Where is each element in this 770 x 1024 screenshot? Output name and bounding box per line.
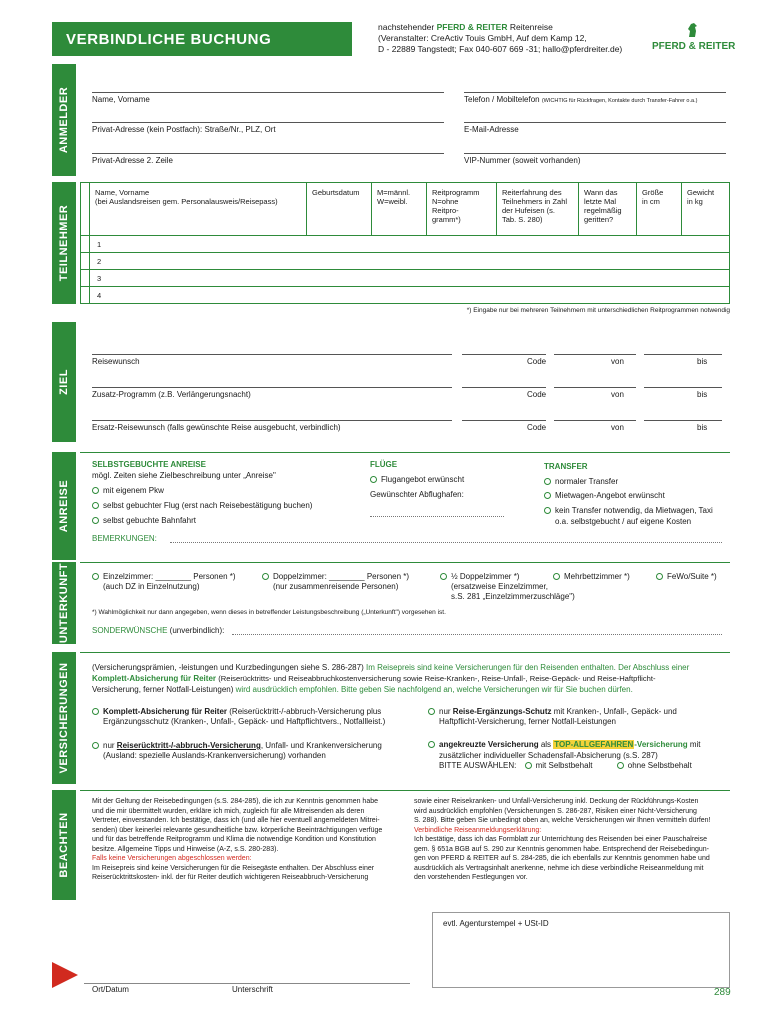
flights-title: FLÜGE [370, 460, 398, 469]
radio-icon[interactable] [544, 507, 551, 514]
extra-program-label: Zusatz-Programm (z.B. Verlängerungsnacht) [92, 390, 251, 399]
code-label: Code [527, 357, 547, 366]
option-flight-offer[interactable]: Flugangebot erwünscht [370, 475, 464, 485]
accommodation-note: *) Wahlmöglichkeit nur dann angegeben, wenn dieses in betreffender Leistungsbeschreibung („Unterkunft") vorgesehen ist. [92, 609, 446, 616]
col-name: Name, Vorname (bei Auslandsreisen gem. Personalausweis/Reisepass) [95, 188, 278, 206]
radio-icon[interactable] [428, 741, 435, 748]
departure-airport-label: Gewünschter Abflughafen: [370, 490, 464, 499]
page-title: VERBINDLICHE BUCHUNG [66, 31, 272, 48]
option-train[interactable]: selbst gebuchte Bahnfahrt [92, 516, 196, 526]
code-label: Code [527, 390, 547, 399]
option-car[interactable]: mit eigenem Pkw [92, 486, 164, 496]
self-booked-sub: mögl. Zeiten siehe Zielbeschreibung unter „Anreise" [92, 471, 276, 480]
option-multi-bed[interactable]: Mehrbettzimmer *) [553, 572, 630, 582]
from-label: von [611, 390, 624, 399]
option-transfer-normal[interactable]: normaler Transfer [544, 477, 618, 487]
special-wishes-input[interactable] [232, 634, 722, 635]
name-label: Name, Vorname [92, 95, 150, 104]
remarks-input[interactable] [170, 542, 722, 543]
travel-wish-label: Reisewunsch [92, 357, 140, 366]
table-row[interactable]: 2 [97, 257, 102, 266]
arrow-marker-icon [52, 962, 80, 988]
radio-icon[interactable] [92, 502, 99, 509]
from-label: von [611, 423, 624, 432]
agency-stamp-box[interactable] [432, 912, 730, 988]
section-unterkunft: UNTERKUNFT [52, 562, 76, 644]
notes-right: sowie einer Reisekranken- und Unfall-Versicherung inkl. Deckung der Rückführungs-Kosten wird ausdrücklich empfohlen (Versicherungen S. 286-287, Risiken einer Nicht-Versicherung S. 288). Bitte geben Sie unbedingt oben an, welche Versicherungen wir Ihnen vermitteln dürfen! Verbindliche Reiseanmeldungserklärung: Ich bestätige, dass ich das Formblatt zur Unterrichtung des Reisenden bei einer Pauschalreise gem. § 651a BGB auf S. 290 zur Kenntnis genommen habe. Entsprechend der Reisebedingun- gen von PFERD & REITER auf S. 284-285, die ich ebenfalls zur Kenntnis genommen habe und ausdrücklich als Vertragsinhalt anerkenne, nehme ich diese verbindliche Reiseanmeldung mit den vorstehenden Festlegungen vor. [414, 798, 711, 881]
to-label: bis [697, 423, 708, 432]
departure-airport-input[interactable] [370, 516, 504, 517]
radio-icon[interactable] [544, 478, 551, 485]
option-no-transfer[interactable]: kein Transfer notwendig, da Mietwagen, Taxi [544, 506, 713, 516]
option-double-room[interactable]: Doppelzimmer: ________ Personen *) [262, 572, 409, 582]
anmelder-box [80, 64, 730, 176]
radio-icon[interactable] [370, 476, 377, 483]
radio-icon[interactable] [617, 762, 624, 769]
radio-icon[interactable] [262, 573, 269, 580]
radio-icon[interactable] [92, 742, 99, 749]
table-row[interactable]: 1 [97, 240, 102, 249]
radio-icon[interactable] [92, 708, 99, 715]
col-size: Größe in cm [642, 188, 664, 206]
insurance-intro: (Versicherungsprämien, -leistungen und Kurzbedingungen siehe S. 286-287) Im Reisepreis sind keine Versicherungen für den Reisenden enthalten. Der Abschluss einer Komplett-Absicherung für Reiter (Reiserücktritts- und Reiseabbruchkostenversicherung sowie Reise-Kranken-, Reise-Unfall-, Reise-Gepäck- und Reise-Haftpflicht- Versicherung, ferner Notfall-Leistungen) wird ausdrücklich empfohlen. Bitte geben Sie nachfolgend an, welche Versicherungen wir für Sie buchen dürfen. [92, 663, 690, 694]
radio-icon[interactable] [92, 573, 99, 580]
agency-stamp-label: evtl. Agenturstempel + USt-ID [443, 919, 549, 928]
radio-icon[interactable] [553, 573, 560, 580]
option-complete-insurance[interactable]: Komplett-Absicherung für Reiter (Reiserücktritt-/-abbruch-Versicherung plus [92, 707, 381, 717]
half-double-sub1: (ersatzweise Einzelzimmer, [451, 582, 548, 591]
option-half-double[interactable]: ½ Doppelzimmer *) [440, 572, 519, 582]
section-versicherungen: VERSICHERUNGEN [52, 652, 76, 784]
option-supplement-insurance[interactable]: nur Reise-Ergänzungs-Schutz mit Kranken-, Unfall-, Gepäck- und [428, 707, 677, 717]
no-transfer-sub: o.a. selbstgebucht / auf eigene Kosten [555, 517, 692, 526]
col-sex: M=männl. W=weibl. [377, 188, 411, 206]
alt-wish-label: Ersatz-Reisewunsch (falls gewünschte Reise ausgebucht, verbindlich) [92, 423, 341, 432]
top-allgefahren-sub: zusätzlicher individueller Schadensfall-Absicherung (s.S. 287) [439, 751, 658, 760]
section-ziel: ZIEL [52, 322, 76, 442]
to-label: bis [697, 390, 708, 399]
double-room-sub: (nur zusammenreisende Personen) [273, 582, 399, 591]
to-label: bis [697, 357, 708, 366]
page-number: 289 [714, 987, 731, 998]
option-cancellation-insurance[interactable]: nur Reiserücktritt-/-abbruch-Versicherung, Unfall- und Krankenversicherung [92, 741, 382, 751]
logo [652, 22, 734, 54]
section-anreise: ANREISE [52, 452, 76, 560]
table-row[interactable]: 3 [97, 274, 102, 283]
col-birth: Geburtsdatum [312, 188, 360, 197]
participants-table [80, 182, 730, 304]
from-label: von [611, 357, 624, 366]
radio-icon[interactable] [92, 487, 99, 494]
date-field[interactable] [84, 983, 410, 984]
self-booked-title: SELBSTGEBUCHTE ANREISE [92, 460, 206, 469]
remarks-label: BEMERKUNGEN: [92, 534, 157, 543]
section-beachten: BEACHTEN [52, 790, 76, 900]
deductible-choice: BITTE AUSWÄHLEN: mit Selbstbehalt ohne Selbstbehalt [439, 761, 692, 770]
radio-icon[interactable] [440, 573, 447, 580]
address-label: Privat-Adresse (kein Postfach): Straße/Nr., PLZ, Ort [92, 125, 276, 134]
complete-insurance-sub: Ergänzungsschutz (Kranken-, Unfall-, Gepäck- und Haftpflichtvers., Notfallleist.) [103, 717, 386, 726]
date-label: Ort/Datum [92, 985, 129, 994]
radio-icon[interactable] [544, 492, 551, 499]
option-single-room[interactable]: Einzelzimmer: ________ Personen *) [92, 572, 236, 582]
option-flight[interactable]: selbst gebuchter Flug (erst nach Reisebestätigung buchen) [92, 501, 312, 511]
half-double-sub2: s.S. 281 „Einzelzimmerzuschläge") [451, 592, 575, 601]
code-label: Code [527, 423, 547, 432]
col-program: Reitprogramm N=ohne Reitpro- gramm*) [432, 188, 480, 224]
organizer-info: nachstehender PFERD & REITER Reitenreise (Veranstalter: CreActiv Touis GmbH, Auf dem Kamp 12, D - 22889 Tangstedt; Fax 040-607 669 -31; hallo@pferdreiter.de) [378, 22, 623, 54]
special-wishes-label: SONDERWÜNSCHE (unverbindlich): [92, 626, 225, 635]
section-anmelder: ANMELDER [52, 64, 76, 176]
radio-icon[interactable] [428, 708, 435, 715]
radio-icon[interactable] [92, 517, 99, 524]
title-banner [52, 22, 352, 56]
participants-footnote: *) Eingabe nur bei mehreren Teilnehmern mit unterschiedlichen Reitprogrammen notwendig [466, 307, 730, 314]
option-top-allgefahren[interactable]: angekreuzte Versicherung als TOP-ALLGEFAHREN-Versicherung mit [428, 740, 701, 750]
signature-label: Unterschrift [232, 985, 273, 994]
transfer-title: TRANSFER [544, 462, 588, 471]
radio-icon[interactable] [656, 573, 663, 580]
email-label: E-Mail-Adresse [464, 125, 519, 134]
address2-label: Privat-Adresse 2. Zeile [92, 156, 173, 165]
horse-icon [685, 22, 701, 38]
radio-icon[interactable] [525, 762, 532, 769]
col-last-ride: Wann das letzte Mal regelmäßig geritten? [584, 188, 622, 224]
col-experience: Reiterfahrung des Teilnehmers in Zahl der Hufeisen (s. Tab. S. 280) [502, 188, 568, 224]
option-fewo[interactable]: FeWo/Suite *) [656, 572, 717, 582]
table-row[interactable]: 4 [97, 291, 102, 300]
logo-text: PFERD & REITER [652, 41, 736, 52]
single-room-sub: (auch DZ in Einzelnutzung) [103, 582, 200, 591]
notes-left: Mit der Geltung der Reisebedingungen (s.S. 284-285), die ich zur Kenntnis genommen habe und die mir übermittelt wurden, erkläre ich mich, zugleich für alle Mitreisenden als deren Vertreter, einverstanden. Ich bestätige, dass ich (und alle hier eventuell angemeldeten Mitrei- senden) über keinerlei relevante gesundheitliche bzw. körperliche Beeinträchtigungen verfüge und für das betreffende Reitprogramm und Klima die notwendige Kondition und Konstitution besitze. Allgemeine Tipps und Hinweise (A-Z, s.S. 280-283). Falls keine Versicherungen abgeschlossen werden: Im Reisepreis sind keine Versicherungen für die Reisegäste enthalten. Der Abschluss einer Reiserücktrittskosten- inkl. der für Reiter deutlich wichtigeren Reiseabbruch-Versicherung [92, 798, 383, 881]
cancellation-insurance-sub: (Ausland: spezielle Auslands-Krankenversicherung) vorhanden [103, 751, 326, 760]
col-weight: Gewicht in kg [687, 188, 715, 206]
supplement-insurance-sub: Haftpflicht-Versicherung, ferner Notfall-Leistungen [439, 717, 616, 726]
option-rental-car[interactable]: Mietwagen-Angebot erwünscht [544, 491, 665, 501]
vip-label: VIP-Nummer (soweit vorhanden) [464, 156, 581, 165]
section-teilnehmer: TEILNEHMER [52, 182, 76, 304]
phone-label: Telefon / Mobiltelefon (WICHTIG für Rückfragen, Kontakte durch Transfer-Fahrer o.a.) [464, 95, 698, 104]
